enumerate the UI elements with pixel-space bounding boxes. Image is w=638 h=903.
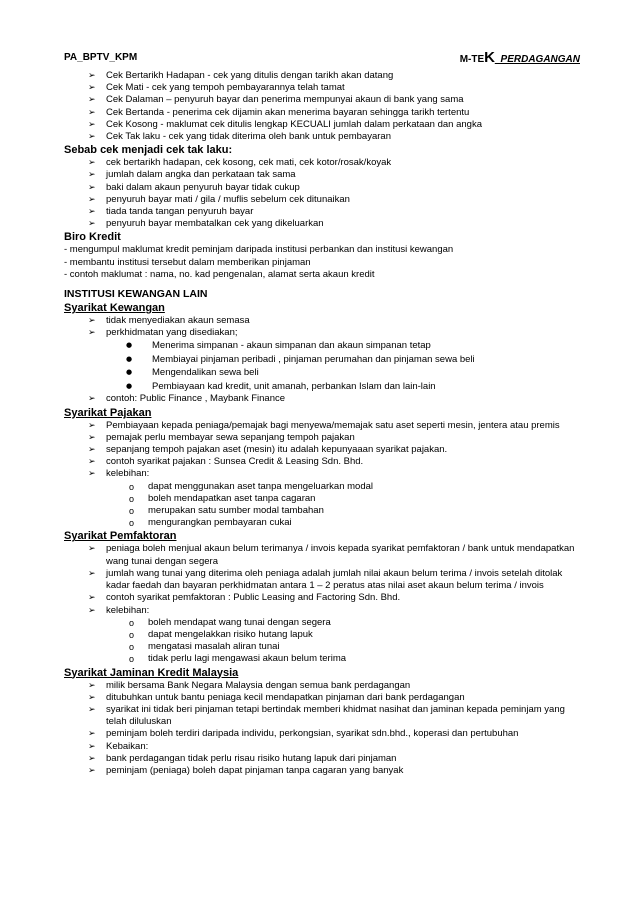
list-item: ➢ tidak menyediakan akaun semasa [64,315,584,327]
sub-list-item: o merupakan satu sumber modal tambahan [64,505,584,517]
list-item: ➢ peminjam boleh terdiri daripada individu, perkongsian, syarikat sdn.bhd., koperasi dan pertubuhan [64,728,584,740]
list-item: ➢ baki dalam akaun penyuruh bayar tidak cukup [64,182,584,194]
list-item: ➢ cek bertarikh hadapan, cek kosong, cek mati, cek kotor/rosak/koyak [64,157,584,169]
sub-list-item: ● Pembiayaan kad kredit, unit amanah, perbankan Islam dan lain-lain [64,380,584,394]
sub-list-item: o tidak perlu lagi mengawasi akaun belum terima [64,653,584,665]
list-item: ➢ jumlah dalam angka dan perkataan tak sama [64,169,584,181]
list-item: ➢ ditubuhkan untuk bantu peniaga kecil mendapatkan pinjaman dari bank perdagangan [64,692,584,704]
list-item: ➢ penyuruh bayar membatalkan cek yang dikeluarkan [64,218,584,230]
list-item: ➢ sepanjang tempoh pajakan aset (mesin) itu adalah kepunyaaan syarikat pajakan. [64,444,584,456]
section-heading-kewangan: Syarikat Kewangan [64,302,165,315]
list-item: ➢ peniaga boleh menjual akaun belum terimanya / invois kepada syarikat pemfaktoran / bank untuk mendapatkan wang tunai dengan segera [64,543,584,567]
sub-list-item: ● Mengendalikan sewa beli [64,366,584,380]
list-item: ➢ contoh syarikat pemfaktoran : Public Leasing and Factoring Sdn. Bhd. [64,592,584,604]
paragraph-line: - membantu institusi tersebut dalam memberikan pinjaman [64,256,311,268]
list-item: ➢ perkhidmatan yang disediakan; [64,327,584,339]
list-item: ➢ syarikat ini tidak beri pinjaman tetapi bertindak memberi khidmat nasihat dan jaminan kepada peminjam yang telah diluluskan [64,704,584,728]
list-item: ➢ milik bersama Bank Negara Malaysia dengan semua bank perdagangan [64,680,584,692]
sub-list-item: o boleh mendapatkan aset tanpa cagaran [64,493,584,505]
sub-list-item: o mengurangkan pembayaran cukai [64,517,584,529]
document-body [64,70,584,777]
header-left: PA_BPTV_KPM [64,52,138,63]
list-item: ➢ Cek Bertarikh Hadapan - cek yang ditulis dengan tarikh akan datang [64,70,584,82]
list-item: ➢ penyuruh bayar mati / gila / muflis sebelum cek ditunaikan [64,194,584,206]
list-item: ➢ contoh syarikat pajakan : Sunsea Credit & Leasing Sdn. Bhd. [64,456,584,468]
sub-list-item: ● Menerima simpanan - akaun simpanan dan akaun simpanan tetap [64,339,584,353]
list-item: ➢ peminjam (peniaga) boleh dapat pinjaman tanpa cagaran yang banyak [64,765,584,777]
section-heading-pemfaktoran: Syarikat Pemfaktoran [64,530,177,543]
section-heading-biro: Biro Kredit [64,231,121,244]
list-item: ➢ Pembiayaan kepada peniaga/pemajak bagi menyewa/memajak satu aset seperti mesin, jentera atau premis [64,420,584,432]
sub-list-item: o dapat menggunakan aset tanpa mengeluarkan modal [64,481,584,493]
list-item: ➢ bank perdagangan tidak perlu risau risiko hutang lapuk dari pinjaman [64,753,584,765]
list-item: ➢ Cek Bertanda - penerima cek dijamin akan menerima bayaran sehingga tarikh tertentu [64,107,584,119]
list-item: ➢ kelebihan: [64,468,584,480]
header-right [460,49,580,66]
header-right-c: _PERDAGANGAN [494,54,580,65]
list-item: ➢ Cek Dalaman – penyuruh bayar dan penerima mempunyai akaun di bank yang sama [64,94,584,106]
section-heading-sebab: Sebab cek menjadi cek tak laku: [64,144,233,157]
section-heading-pajakan: Syarikat Pajakan [64,406,152,419]
paragraph-line: - contoh maklumat : nama, no. kad pengenalan, alamat serta akaun kredit [64,268,375,280]
list-item: ➢ Kebaikan: [64,741,584,753]
list-item: ➢ jumlah wang tunai yang diterima oleh peniaga adalah jumlah nilai akaun belum terima / invois setelah ditolak kadar faedah dan bayaran perkhidmatan antara 1 – 2 peratus atas nilai aset akaun belum terima / invois [64,568,584,592]
list-item: ➢ kelebihan: [64,605,584,617]
header-right-b: K [484,49,495,66]
list-item: ➢ tiada tanda tangan penyuruh bayar [64,206,584,218]
list-item: ➢ Cek Kosong - maklumat cek ditulis lengkap KECUALI jumlah dalam perkataan dan angka [64,119,584,131]
sub-list-item: ● Membiayai pinjaman peribadi , pinjaman perumahan dan pinjaman sewa beli [64,353,584,367]
sub-list-item: o boleh mendapat wang tunai dengan segera [64,617,584,629]
list-item: ➢ pemajak perlu membayar sewa sepanjang tempoh pajakan [64,432,584,444]
list-item: ➢ Cek Mati - cek yang tempoh pembayarannya telah tamat [64,82,584,94]
section-heading-jaminan: Syarikat Jaminan Kredit Malaysia [64,666,239,679]
sub-list-item: o mengatasi masalah aliran tunai [64,641,584,653]
paragraph-line: - mengumpul maklumat kredit peminjam daripada institusi perbankan dan institusi kewangan [64,244,454,256]
list-item: ➢ contoh: Public Finance , Maybank Finance [64,393,584,405]
header-right-a: M-TE [459,54,485,65]
list-item: ➢ Cek Tak laku - cek yang tidak diterima oleh bank untuk pembayaran [64,131,584,143]
section-heading-institusi: INSTITUSI KEWANGAN LAIN [64,288,208,301]
sub-list-item: o dapat mengelakkan risiko hutang lapuk [64,629,584,641]
